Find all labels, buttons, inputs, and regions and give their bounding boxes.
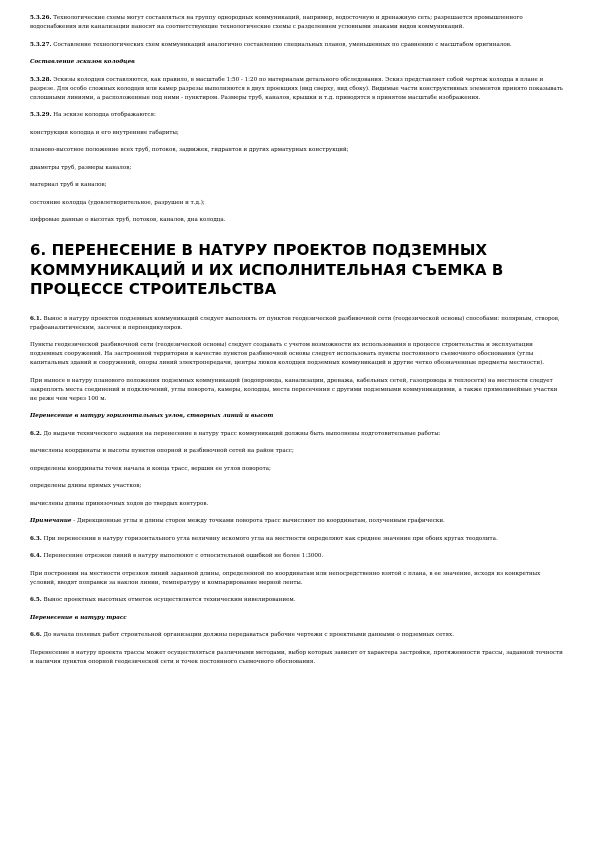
clause-number: 5.3.26. xyxy=(30,15,52,21)
paragraph-text: Технологические схемы могут составляться на группу однородных коммуникаций, например, водосточную и дренажную сеть; разрешается промышленного водоснабжения или канализации наносят на соответствующие технологические схемы с разделением условными знаками видов коммуникаций. xyxy=(30,15,523,30)
numbered-paragraph xyxy=(30,552,566,561)
paragraph xyxy=(30,164,566,173)
section-5-3-content xyxy=(30,14,566,225)
paragraph xyxy=(30,216,566,225)
paragraph-text: материал труб и каналов; xyxy=(30,182,107,188)
paragraph xyxy=(30,649,566,667)
paragraph xyxy=(30,500,566,509)
numbered-paragraph xyxy=(30,631,566,640)
numbered-paragraph xyxy=(30,430,566,439)
paragraph-text: диаметры труб, размеры каналов; xyxy=(30,164,132,171)
paragraph-text: До выдачи технического задания на перенесение в натуру трасс коммуникаций должны быть выполнены подготовительные работы: xyxy=(41,430,441,437)
paragraph xyxy=(30,341,566,368)
paragraph xyxy=(30,465,566,474)
paragraph-text: - Дирекционные углы и длины сторон между точками поворота трасс вычисляют по координатам, полученным графически. xyxy=(71,518,445,524)
paragraph-text: цифровые данные о высотах труб, потоков, каналов, дна колодца. xyxy=(30,217,226,223)
paragraph xyxy=(30,482,566,491)
paragraph-text: Пункты геодезической разбивочной сети (геодезической основы) следует создавать с учетом возможности их использования в процессе строительства и эксплуатации подземных сооружений. На застроенной территории в качестве пунктов разбивочной основы следует использовать пункты постоянного съемочного обоснования (углы капитальных зданий и сооружений, опоры линий электропередачи, центры люков колодцев подземных коммуникаций и другие четко обозначенные предметы местности). xyxy=(30,342,545,366)
section-6-content xyxy=(30,315,566,667)
numbered-paragraph xyxy=(30,111,566,120)
paragraph-text: До начала полевых работ строительной организации должны передаваться рабочие чертежи с проектными данными о подземных сетях. xyxy=(41,632,454,638)
paragraph-text: вычислены координаты и высоты пунктов опорной и разбивочной сетей на район трасс; xyxy=(30,448,294,454)
clause-number: 6.1. xyxy=(30,315,42,322)
paragraph-text: Перенесение в натуру проекта трассы может осуществляться различными методами, выбор которых зависит от характера застройки, протяженности трассы, заданной точности и наличия пунктов опорной геодезической сети и точек постоянного съемочного обоснования. xyxy=(30,649,563,665)
paragraph-text: Перенесение отрезков линий в натуру выполняют с относительной ошибкой не более 1:3000. xyxy=(41,553,324,559)
clause-number: 5.3.27. xyxy=(30,41,52,48)
numbered-paragraph xyxy=(30,315,566,333)
paragraph-text: вычислены длины привязочных ходов до твердых контуров. xyxy=(30,500,209,507)
paragraph-text: На эскизе колодца отображаются: xyxy=(51,112,156,118)
subsection-heading: Перенесение в натуру горизонтальных углов, створных линий и высот xyxy=(30,413,274,419)
numbered-paragraph xyxy=(30,596,566,605)
clause-number: 5.3.28. xyxy=(30,76,52,83)
subsection-heading: Перенесение в натуру трасс xyxy=(30,614,127,621)
paragraph xyxy=(30,377,566,404)
subsection-heading: Составление эскизов колодцев xyxy=(30,59,135,65)
paragraph-text: Эскизы колодцев составляются, как правило, в масштабе 1:50 - 1:20 по материалам детального обследования. Эскиз представляет собой чертеж колодца в плане и разрезе. Для особо сложных колодцев или камер разрезы выполняются в двух проекциях (вид сверху, вид сбоку). Видимые части конструктивных элементов принято показывать сплошными линиями, а расположенные под ними - пунктиром. Размеры труб, каналов, крышки и т.д. приводятся в принятом масштабе изображения. xyxy=(30,76,563,101)
paragraph xyxy=(30,181,566,190)
paragraph xyxy=(30,517,566,526)
paragraph xyxy=(30,447,566,456)
paragraph-text: При построении на местности отрезков линий заданной длины, определенной по координатам или непосредственно взятой с плана, в ее значение, исходя из конкретных условий, вводят поправки за наклон линии, температуру и компарирование мерной ленты. xyxy=(30,570,541,586)
paragraph-text: определены координаты точек начала и конца трасс, вершин ее углов поворота; xyxy=(30,465,271,472)
clause-number: 6.5. xyxy=(30,597,42,603)
paragraph-text: При выносе в натуру планового положения подземных коммуникаций (водопровода, канализации, дренажа, кабельных сетей, газопровода и теплосети) на местности следует закреплять места соединений и подключений, углы поворота, камеры, колодцы, места пересечения с другими подземными коммуникациями, а также прямолинейные участки не реже чем через 100 м. xyxy=(30,377,558,402)
paragraph-text: планово-высотное положение всех труб, потоков, задвижек, гидрантов и других арматурных конструкций; xyxy=(30,147,349,153)
paragraph-text: Вынос проектных высотных отметок осуществляется техническим нивелированием. xyxy=(41,597,296,603)
clause-number: 6.4. xyxy=(30,553,42,559)
clause-number: 6.2. xyxy=(30,430,42,437)
clause-number: 5.3.29. xyxy=(30,112,52,118)
paragraph-text: Вынос в натуру проектов подземных коммуникаций следует выполнять от пунктов геодезической разбивочной сети (геодезической основы) способами: полярным, створов, графоаналитическим, засечек и перпендикуляров. xyxy=(30,315,560,331)
paragraph xyxy=(30,199,566,208)
paragraph-text: Составление технологических схем коммуникаций аналогично составлению специальных планов, уменьшенных по сравнению с масштабом оригиналов. xyxy=(51,41,512,48)
paragraph-text: конструкция колодца и его внутренние габариты; xyxy=(30,129,179,136)
numbered-paragraph xyxy=(30,14,566,32)
paragraph-text: определены длины прямых участков; xyxy=(30,483,142,489)
section-6-heading: 6. ПЕРЕНЕСЕНИЕ В НАТУРУ ПРОЕКТОВ ПОДЗЕМНЫХ КОММУНИКАЦИЙ И ИХ ИСПОЛНИТЕЛЬНАЯ СЪЕМКА В ПРОЦЕССЕ СТРОИТЕЛЬСТВА xyxy=(30,241,504,298)
paragraph xyxy=(30,129,566,138)
numbered-paragraph xyxy=(30,41,566,50)
numbered-paragraph xyxy=(30,535,566,544)
paragraph-text: При перенесении в натуру горизонтального угла величину искомого угла на местности определяют как среднее значение при обоих кругах теодолита. xyxy=(41,535,498,542)
note-label: Примечание xyxy=(30,518,72,524)
paragraph-text: состояние колодца (удовлетворительное, разрушен и т.д.); xyxy=(30,199,205,206)
clause-number: 6.3. xyxy=(30,535,42,542)
document-page xyxy=(30,14,566,675)
paragraph xyxy=(30,570,566,588)
paragraph xyxy=(30,146,566,155)
clause-number: 6.6. xyxy=(30,632,42,638)
numbered-paragraph xyxy=(30,76,566,103)
